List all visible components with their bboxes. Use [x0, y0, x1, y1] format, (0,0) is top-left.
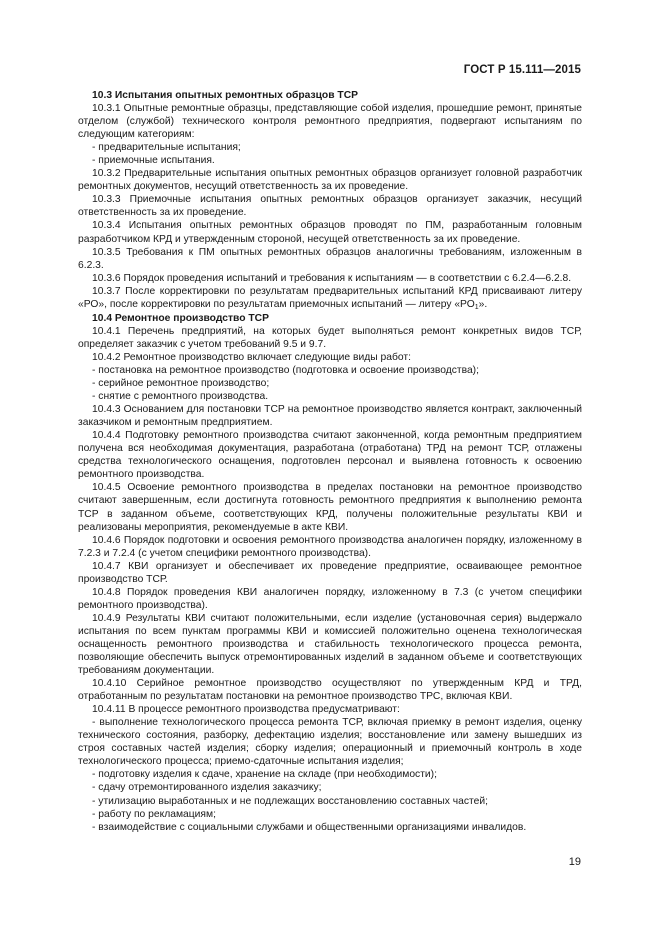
list-item: - подготовку изделия к сдаче, хранение на складе (при необходимости); — [92, 769, 437, 781]
paragraph-10-3-7 — [78, 285, 582, 311]
subscript: 1 — [474, 303, 479, 311]
list-item: - постановка на ремонтное производство (подготовка и освоение производства); — [92, 364, 479, 376]
paragraph-10-4-4: 10.4.4 Подготовку ремонтного производства считают законченной, когда ремонтным предприятием получена вся необходимая документация, разработана (отработана) ТРД на ремонт ТСР, отлажены средства технологического оснащения, подготовлен персонал и выявлена готовность к освоению ремонтного производства. — [78, 430, 582, 481]
list-item: - приемочные испытания. — [92, 155, 215, 167]
paragraph-10-4-9: 10.4.9 Результаты КВИ считают положительными, если изделие (установочная серия) выдержало испытания по всем пунктам программы КВИ и комиссией положительно оценена технологическая оснащенность ремонтного производства и стабильность технологического процесса ремонта, позволяющие обеспечить выпуск отремонтированных изделий в заданном объеме и соответствующих требованиям документации. — [78, 612, 582, 677]
list-item: - предварительные испытания; — [92, 142, 241, 154]
paragraph-10-4-5: 10.4.5 Освоение ремонтного производства в пределах постановки на ремонтное производство считают завершенным, если достигнута готовность ремонтного предприятия к выполнению ремонта ТСР в заданном объеме, соответствующих КРД, получены положительные результаты КВИ и реализованы мероприятия, рекомендуемые в акте КВИ. — [78, 482, 582, 533]
list-item: - утилизацию выработанных и не подлежащих восстановлению составных частей; — [92, 795, 488, 807]
list-item: - снятие с ремонтного производства. — [92, 391, 269, 403]
paragraph-10-4-7: 10.4.7 КВИ организует и обеспечивает их проведение предприятие, осваивающее ремонтное производство ТСР. — [78, 560, 582, 585]
paragraph-10-4-2: 10.4.2 Ремонтное производство включает следующие виды работ: — [92, 351, 411, 363]
list-item: - серийное ремонтное производство; — [92, 378, 270, 390]
paragraph-10-3-2: 10.3.2 Предварительные испытания опытных ремонтных образцов организует головной разработчик ремонтных документов, несущий ответственность за их проведение. — [78, 168, 582, 193]
paragraph-10-3-4: 10.3.4 Испытания опытных ремонтных образцов проводят по ПМ, разработанным головным разработчиком КРД и утвержденным стороной, несущей ответственность за их проведение. — [78, 220, 582, 245]
paragraph-10-4-11: 10.4.11 В процессе ремонтного производства предусматривают: — [92, 704, 400, 716]
paragraph-10-3-5: 10.3.5 Требования к ПМ опытных ремонтных образцов аналогичны требованиям, изложенным в 6.2.3. — [78, 246, 582, 271]
document-body — [78, 88, 582, 834]
list-item: - работу по рекламациям; — [92, 808, 216, 820]
list-item: - взаимодействие с социальными службами и общественными организациями инвалидов. — [92, 821, 527, 833]
paragraph-10-3-1: 10.3.1 Опытные ремонтные образцы, представляющие собой изделия, прошедшие ремонт, принятые отделом (службой) технического контроля ремонтного предприятия, подвергают испытаниям по следующим категориям: — [78, 103, 582, 141]
list-item: - сдачу отремонтированного изделия заказчику; — [92, 782, 322, 794]
document-code: ГОСТ Р 15.111—2015 — [463, 64, 581, 76]
paragraph-10-3-3: 10.3.3 Приемочные испытания опытных ремонтных образцов организует заказчик, несущий ответственность за их проведение. — [78, 194, 582, 219]
paragraph-10-4-8: 10.4.8 Порядок проведения КВИ аналогичен порядку, изложенному в 7.3 (с учетом специфики ремонтного производства). — [78, 586, 582, 611]
paragraph-10-4-1: 10.4.1 Перечень предприятий, на которых будет выполняться ремонт конкретных видов ТСР, определяет заказчик с учетом требований 9.5 и 9.7. — [78, 325, 582, 350]
paragraph-10-4-3: 10.4.3 Основанием для постановки ТСР на ремонтное производство является контракт, заключенный заказчиком и ремонтным предприятием. — [78, 404, 582, 429]
page-number: 19 — [568, 856, 581, 868]
section-heading-10-3: 10.3 Испытания опытных ремонтных образцов ТСР — [92, 90, 359, 101]
paragraph-10-4-10: 10.4.10 Серийное ремонтное производство осуществляют по утвержденным КРД и ТРД, отработанным по результатам постановки на ремонтное производство ТРС, включая КВИ. — [78, 678, 582, 703]
section-heading-10-4: 10.4 Ремонтное производство ТСР — [92, 312, 269, 324]
paragraph-10-4-6: 10.4.6 Порядок подготовки и освоения ремонтного производства аналогичен порядку, изложенному в 7.2.3 и 7.2.4 (с учетом специфики ремонтного производства). — [78, 534, 582, 559]
paragraph-10-3-7-end: ». — [478, 298, 488, 310]
paragraph-10-3-6: 10.3.6 Порядок проведения испытаний и требования к испытаниям — в соответствии с 6.2.4—6.2.8. — [92, 272, 572, 284]
paragraph-10-3-7-text: 10.3.7 После корректировки по результатам предварительных испытаний КРД присваивают литеру «РО», после корректировки по результатам приемочных испытаний — литеру «РО — [78, 285, 582, 310]
list-item: - выполнение технологического процесса ремонта ТСР, включая приемку в ремонт изделия, оценку технического состояния, разборку, дефектацию изделия; восстановление или замену вышедших из строя составных частей изделия; сборку изделия; операционный и приемочный контроль в ходе технологического процесса; приемо-сдаточные испытания изделия; — [78, 717, 582, 768]
